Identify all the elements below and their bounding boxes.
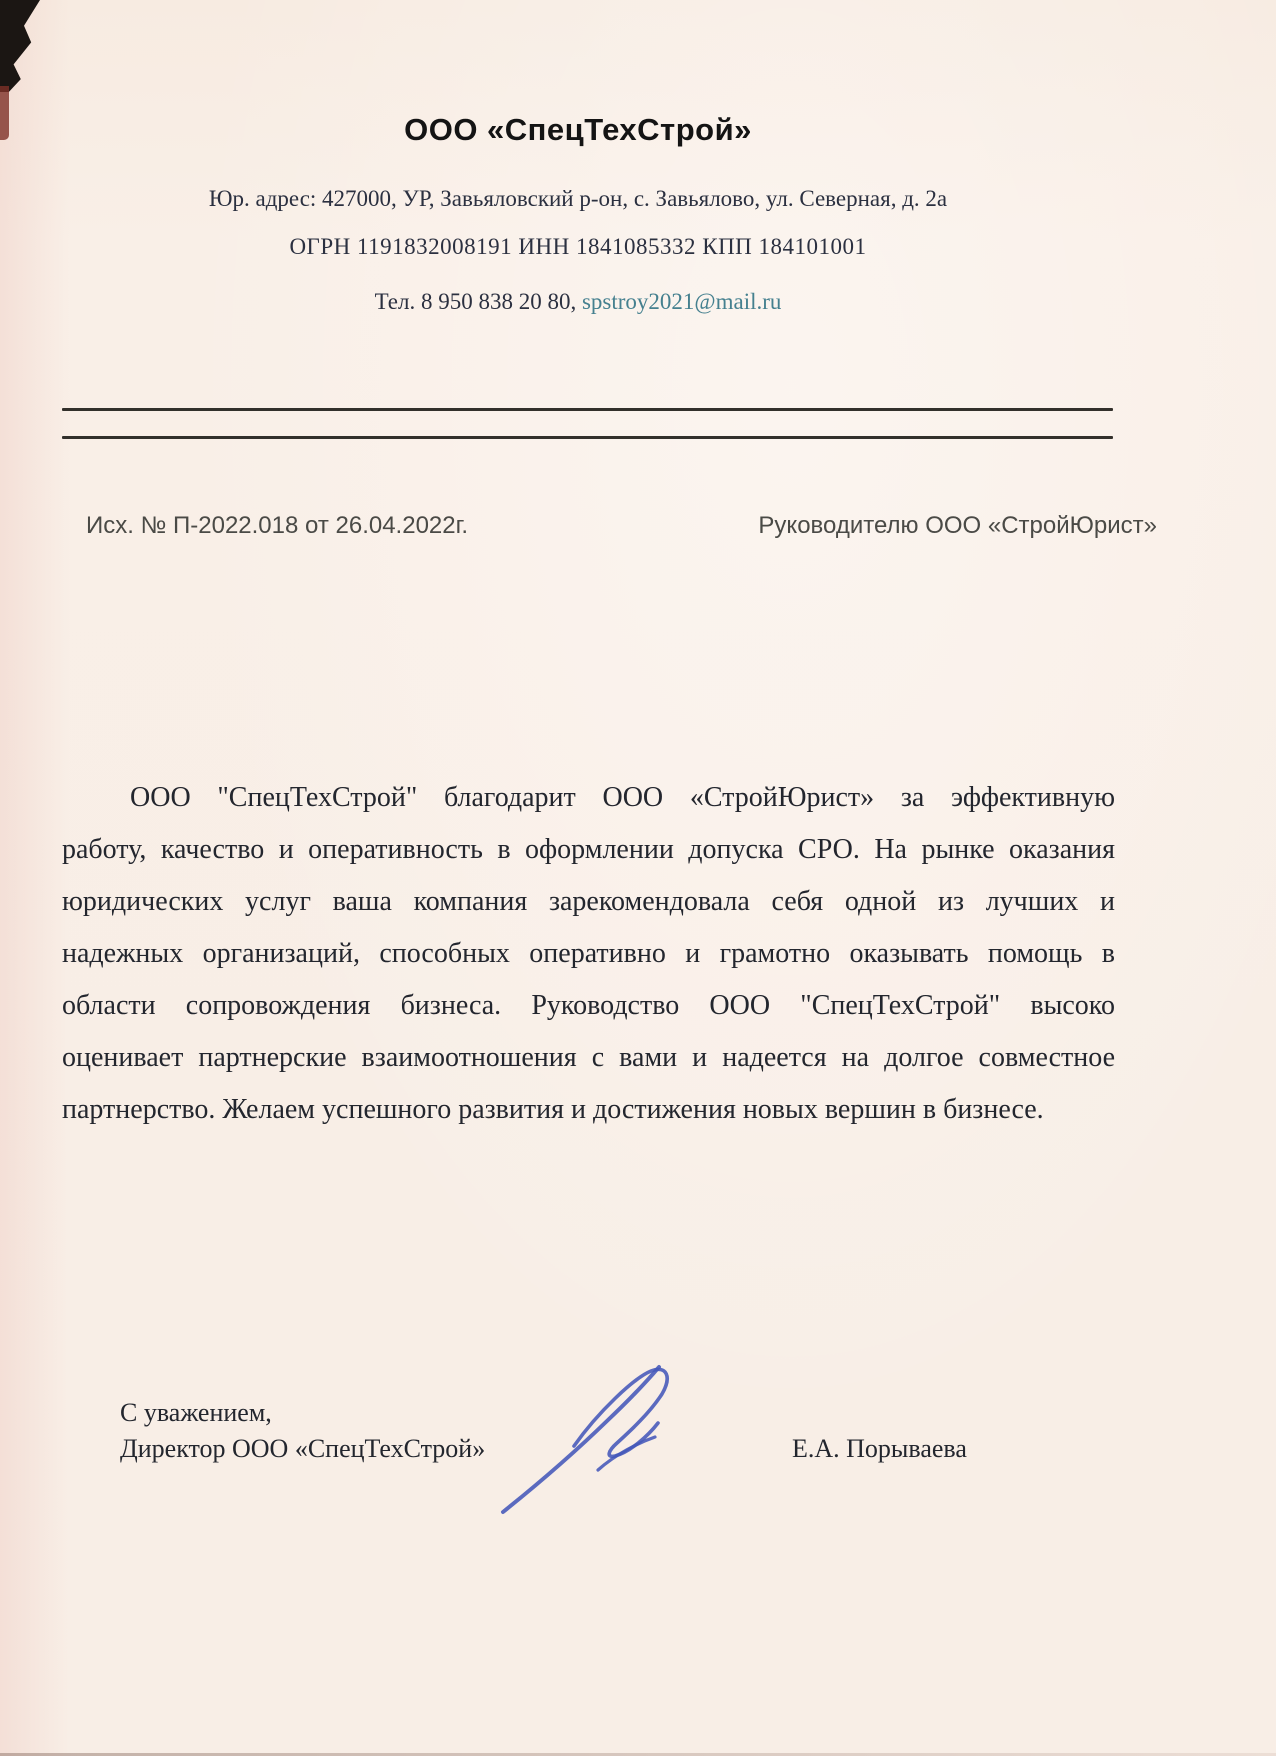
- scan-edge-artifact: [0, 86, 9, 140]
- body-line: оценивает партнерские взаимоотношения с вами и надеется на долгое совместное: [62, 1042, 1115, 1073]
- recipient: Руководителю ООО «СтройЮрист»: [758, 512, 1157, 539]
- company-address: Юр. адрес: 427000, УР, Завьяловский р-он, с. Завьялово, ул. Северная, д. 2а: [208, 186, 948, 211]
- signature-salutation: С уважением,: [120, 1398, 272, 1427]
- body-line: надежных организаций, способных оперативно и грамотно оказывать помощь в: [62, 938, 1115, 969]
- letterhead-divider-top: [62, 408, 1113, 411]
- signer-name: Е.А. Порываева: [792, 1434, 967, 1463]
- letterhead-divider-bottom: [62, 436, 1113, 439]
- body-paragraph: [62, 772, 1115, 1136]
- body-line: партнерство. Желаем успешного развития и достижения новых вершин в бизнесе.: [62, 1094, 1044, 1125]
- body-line: области сопровождения бизнеса. Руководство ООО "СпецТехСтрой" высоко: [62, 990, 1115, 1021]
- handwritten-signature: [478, 1350, 718, 1522]
- company-email: spstroy2021@mail.ru: [581, 289, 782, 314]
- company-name: ООО «СпецТехСтрой»: [404, 112, 752, 147]
- body-line: ООО "СпецТехСтрой" благодарит ООО «СтройЮрист» за эффективную: [130, 782, 1115, 813]
- outgoing-number: Исх. № П-2022.018 от 26.04.2022г.: [86, 512, 469, 539]
- company-registration-numbers: ОГРН 1191832008191 ИНН 1841085332 КПП 184101001: [289, 234, 867, 259]
- company-phone: Тел. 8 950 838 20 80,: [374, 289, 577, 314]
- letterhead: [50, 112, 1106, 317]
- reference-row: [62, 512, 1157, 540]
- company-contacts: [50, 287, 1106, 317]
- scan-corner-artifact: [0, 0, 40, 92]
- body-line: работу, качество и оперативность в оформлении допуска СРО. На рынке оказания: [62, 834, 1115, 865]
- body-line: юридических услуг ваша компания зарекомендовала себя одной из лучших и: [62, 886, 1115, 917]
- signer-title: Директор ООО «СпецТехСтрой»: [120, 1434, 486, 1463]
